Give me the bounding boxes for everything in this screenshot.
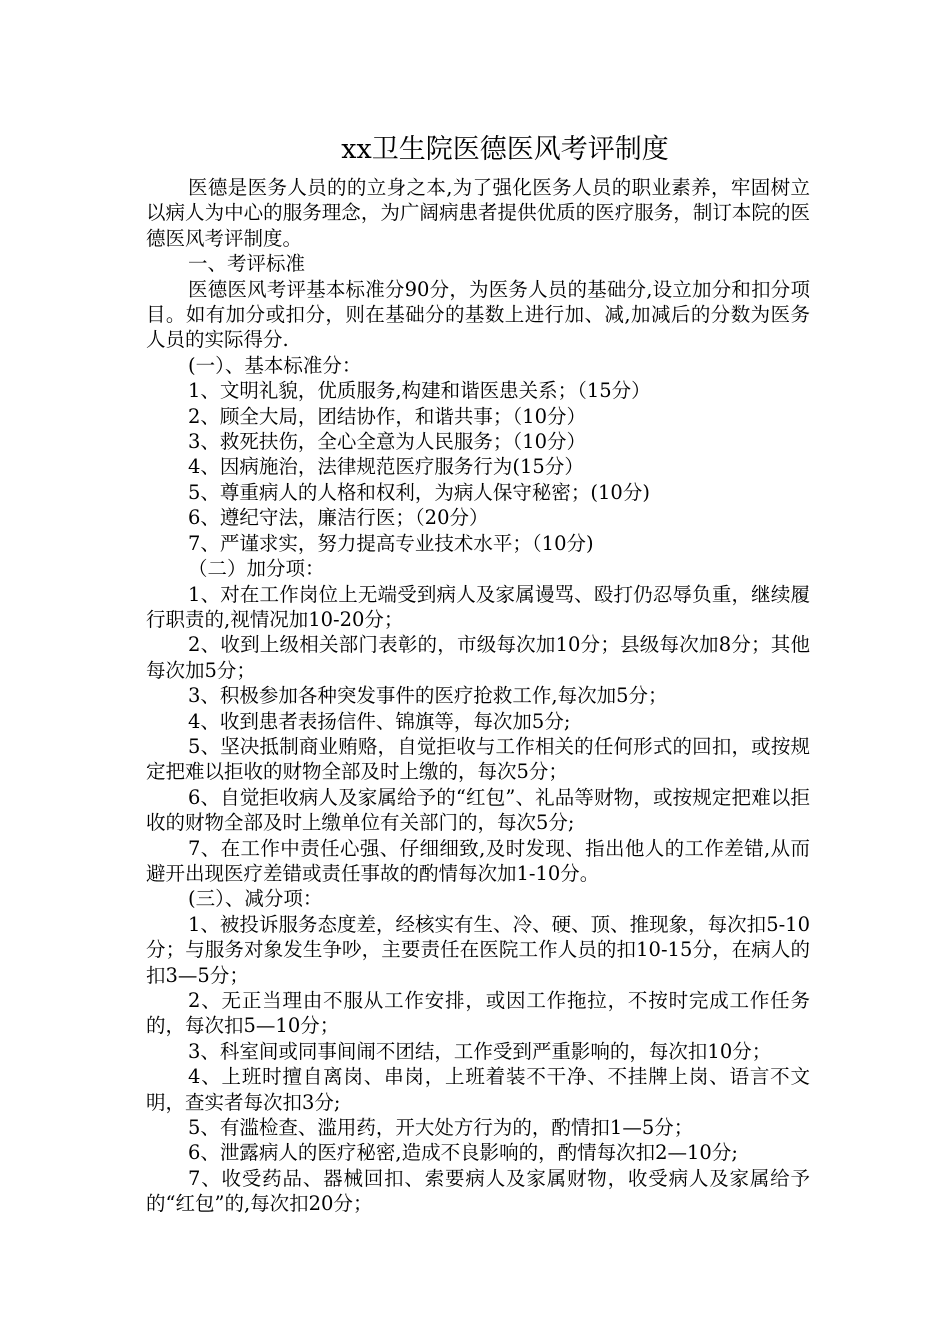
list-item: 4、上班时擅自离岗、串岗，上班着装不干净、不挂牌上岗、语言不文明，查实者每次扣3分; bbox=[146, 1065, 810, 1114]
list-item: 5、有滥检查、滥用药，开大处方行为的，酌情扣1—5分； bbox=[188, 1116, 694, 1140]
list-item: 6、泄露病人的医疗秘密,造成不良影响的，酌情每次扣2—10分; bbox=[188, 1141, 738, 1165]
document-title: xx卫生院医德医风考评制度 bbox=[341, 134, 669, 165]
list-item: 3、科室间或同事间闹不团结，工作受到严重影响的，每次扣10分； bbox=[188, 1039, 772, 1063]
list-item: 2、收到上级相关部门表彰的，市级每次加10分；县级每次加8分；其他每次加5分； bbox=[146, 633, 810, 682]
list-item: 4、因病施治，法律规范医疗服务行为(15分） bbox=[188, 455, 584, 479]
paragraph-intro: 医德是医务人员的的立身之本,为了强化医务人员的职业素养，牢固树立以病人为中心的服务理念，为广阔病患者提供优质的医疗服务，制订本院的医德医风考评制度。 bbox=[146, 176, 810, 250]
subsection-heading-basic: (一）、基本标准分： bbox=[188, 353, 362, 377]
subsection-heading-deduction: (三）、减分项： bbox=[188, 887, 323, 911]
list-item: 5、坚决抵制商业贿赂，自觉拒收与工作相关的任何形式的回扣，或按规定把难以拒收的财物全部及时上缴的，每次5分； bbox=[146, 734, 810, 784]
list-item: 3、救死扶伤，全心全意为人民服务；（10分） bbox=[188, 430, 586, 454]
list-item: 2、顾全大局，团结协作，和谐共事；（10分） bbox=[188, 404, 586, 428]
subsection-heading-bonus: （二）加分项： bbox=[188, 557, 325, 581]
paragraph-criteria: 医德医风考评基本标准分90分，为医务人员的基础分,设立加分和扣分项目。如有加分或扣分，则在基础分的基数上进行加、减,加减后的分数为医务人员的实际得分. bbox=[146, 277, 810, 352]
list-item: 1、文明礼貌，优质服务,构建和谐医患关系；（15分） bbox=[188, 379, 651, 403]
list-item: 6、自觉拒收病人及家属给予的“红包”、礼品等财物，或按规定把难以拒收的财物全部及时上缴单位有关部门的，每次5分; bbox=[146, 785, 810, 835]
section-heading-criteria: 一、考评标准 bbox=[188, 252, 306, 276]
list-item: 1、对在工作岗位上无端受到病人及家属谩骂、殴打仍忍辱负重，继续履行职责的,视情况加10-20分； bbox=[146, 582, 810, 631]
document-body bbox=[146, 175, 810, 1217]
list-item: 2、无正当理由不服从工作安排，或因工作拖拉，不按时完成工作任务的，每次扣5—10分； bbox=[146, 989, 810, 1038]
list-item: 7、在工作中责任心强、仔细细致,及时发现、指出他人的工作差错,从而避开出现医疗差错或责任事故的酌情每次加1-10分。 bbox=[146, 836, 810, 885]
list-item: 3、积极参加各种突发事件的医疗抢救工作,每次加5分； bbox=[188, 684, 668, 708]
list-item: 7、收受药品、器械回扣、索要病人及家属财物，收受病人及家属给予的“红包”的,每次扣20分； bbox=[146, 1166, 810, 1216]
list-item: 4、收到患者表扬信件、锦旗等，每次加5分; bbox=[188, 709, 571, 733]
list-item: 5、尊重病人的人格和权利，为病人保守秘密；(10分) bbox=[188, 480, 650, 504]
list-item: 7、严谨求实，努力提高专业技术水平；（10分) bbox=[188, 531, 594, 555]
list-item: 6、遵纪守法，廉洁行医；（20分） bbox=[188, 506, 489, 530]
list-item: 1、被投诉服务态度差，经核实有生、冷、硬、顶、推现象，每次扣5-10分；与服务对象发生争吵，主要责任在医院工作人员的扣10-15分，在病人的扣3—5分； bbox=[146, 912, 810, 987]
